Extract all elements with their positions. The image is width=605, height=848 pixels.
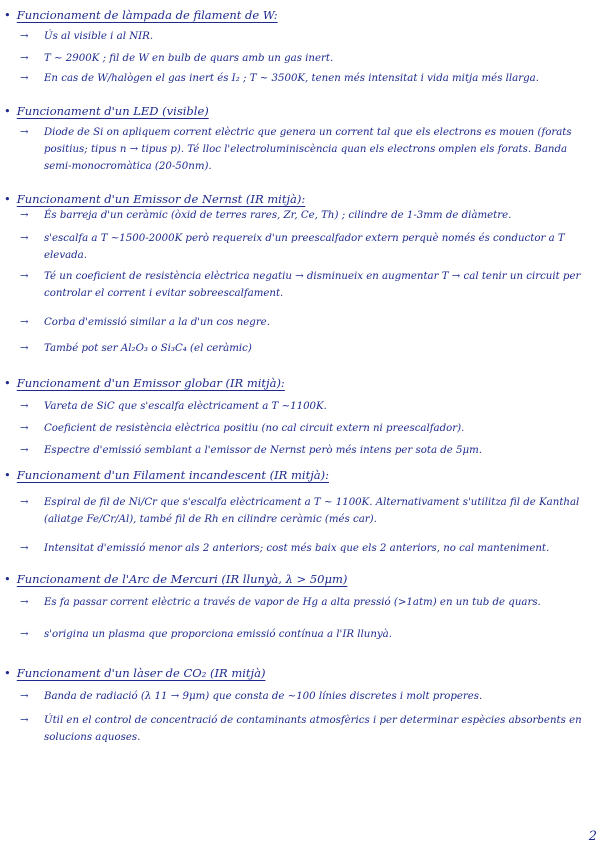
arrow-icon: → bbox=[20, 401, 29, 412]
section-heading: • Funcionament d'un Emissor globar (IR mitjà): bbox=[4, 376, 285, 390]
section-heading: • Funcionament d'un LED (visible) bbox=[4, 104, 209, 118]
bullet-dot: • bbox=[4, 104, 11, 118]
list-item: → Corba d'emissió similar a la d'un cos negre. bbox=[44, 314, 584, 331]
bullet-dot: • bbox=[4, 572, 11, 586]
list-item: → Espiral de fil de Ni/Cr que s'escalfa elèctricament a T ~ 1100K. Alternativament s'utilitza fil de Kanthal (aliatge Fe/Cr/Al), també fil de Rh en cilindre ceràmic (més car). bbox=[44, 494, 589, 528]
section-heading: • Funcionament d'un làser de CO₂ (IR mitjà) bbox=[4, 666, 266, 680]
list-item: → Té un coeficient de resistència elèctrica negatiu → disminueix en augmentar T → cal tenir un circuit per controlar el corrent i evitar sobreescalfament. bbox=[44, 268, 589, 302]
arrow-icon: → bbox=[20, 233, 29, 244]
arrow-icon: → bbox=[20, 423, 29, 434]
arrow-icon: → bbox=[20, 73, 29, 84]
arrow-icon: → bbox=[20, 53, 29, 64]
bullet-dot: • bbox=[4, 192, 11, 206]
section-heading: • Funcionament de l'Arc de Mercuri (IR llunyà, λ > 50μm) bbox=[4, 572, 348, 586]
arrow-icon: → bbox=[20, 317, 29, 328]
arrow-icon: → bbox=[20, 691, 29, 702]
list-item: → Coeficient de resistència elèctrica positiu (no cal circuit extern ni preescalfador). bbox=[44, 420, 589, 437]
arrow-icon: → bbox=[20, 543, 29, 554]
bullet-dot: • bbox=[4, 666, 11, 680]
arrow-icon: → bbox=[20, 210, 29, 221]
arrow-icon: → bbox=[20, 497, 29, 508]
arrow-icon: → bbox=[20, 597, 29, 608]
list-item: → En cas de W/halògen el gas inert és I₂ ; T ~ 3500K, tenen més intensitat i vida mitja més llarga. bbox=[44, 70, 589, 87]
list-item: → Diode de Si on apliquem corrent elèctric que genera un corrent tal que els electrons es mouen (forats positius; tipus n → tipus p). Té lloc l'electroluminiscència quan els electrons omplen els forats. Banda semi-monocromàtica (20-50nm). bbox=[44, 124, 589, 175]
list-item: → És barreja d'un ceràmic (òxid de terres rares, Zr, Ce, Th) ; cilindre de 1-3mm de diàmetre. bbox=[44, 207, 589, 224]
arrow-icon: → bbox=[20, 271, 29, 282]
arrow-icon: → bbox=[20, 343, 29, 354]
bullet-dot: • bbox=[4, 8, 11, 22]
list-item: → s'origina un plasma que proporciona emissió contínua a l'IR llunyà. bbox=[44, 626, 589, 643]
list-item: → Útil en el control de concentració de contaminants atmosfèrics i per determinar espècies absorbents en solucions aquoses. bbox=[44, 712, 589, 746]
list-item: → Vareta de SiC que s'escalfa elèctricament a T ~1100K. bbox=[44, 398, 589, 415]
list-item: → Banda de radiació (λ 11 → 9μm) que consta de ~100 línies discretes i molt properes. bbox=[44, 688, 589, 705]
list-item: → Es fa passar corrent elèctric a través de vapor de Hg a alta pressió (>1atm) en un tub de quars. bbox=[44, 594, 589, 611]
list-item: → Espectre d'emissió semblant a l'emissor de Nernst però més intens per sota de 5μm. bbox=[44, 442, 589, 459]
section-heading: • Funcionament de làmpada de filament de W: bbox=[4, 8, 278, 22]
bullet-dot: • bbox=[4, 468, 11, 482]
arrow-icon: → bbox=[20, 629, 29, 640]
arrow-icon: → bbox=[20, 31, 29, 42]
arrow-icon: → bbox=[20, 715, 29, 726]
list-item: → Ús al visible i al NIR. bbox=[44, 28, 584, 45]
bullet-dot: • bbox=[4, 376, 11, 390]
section-heading: • Funcionament d'un Filament incandescent (IR mitjà): bbox=[4, 468, 329, 482]
list-item: → T ~ 2900K ; fil de W en bulb de quars amb un gas inert. bbox=[44, 50, 584, 67]
page-number: 2 bbox=[588, 829, 597, 844]
arrow-icon: → bbox=[20, 445, 29, 456]
list-item: → s'escalfa a T ~1500-2000K però requereix d'un preescalfador extern perquè només és conductor a T elevada. bbox=[44, 230, 589, 264]
list-item: → Intensitat d'emissió menor als 2 anteriors; cost més baix que els 2 anteriors, no cal manteniment. bbox=[44, 540, 589, 557]
list-item: → També pot ser Al₂O₃ o Si₃C₄ (el ceràmic) bbox=[44, 340, 584, 357]
section-heading: • Funcionament d'un Emissor de Nernst (IR mitjà): bbox=[4, 192, 306, 206]
arrow-icon: → bbox=[20, 127, 29, 138]
